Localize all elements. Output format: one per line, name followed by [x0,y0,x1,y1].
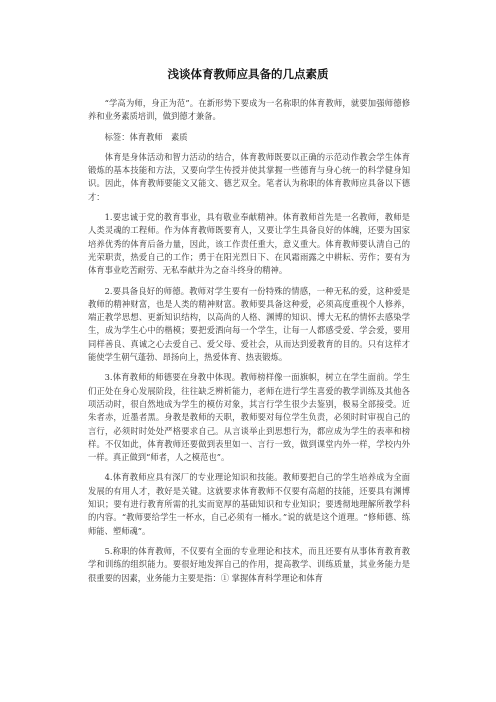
point-4-paragraph: 4.体育教师应具有深厂的专业理论知识和技能。教师要把自己的学生培养成为全面发展的有用人才，教好是关键。这就要求体育教师不仅要有高超的技能，还要具有渊博知识；要有进行教育所需的扎实而宽厚的基础知识和专业知识；要透彻地理解所教学科的内容。“教师要给学生一杯水，自己必须有一桶水。”说的就是这个道理。“修师德、练师能、塑师魂”。 [88,472,410,536]
abstract-paragraph: “学高为师，身正为范”。在新形势下要成为一名称职的体育教师，就要加强师德修养和业务素质培训，做到德才兼备。 [88,98,410,122]
document-body [88,97,410,585]
intro-paragraph: 体育是身体活动和智力活动的结合，体育教师既要以正确的示范动作教会学生体育锻炼的基本技能和方法，又要向学生传授并使其掌握一些德育与身心统一的科学健身知识。因此，体育教师要能文又能文、德艺双全。笔者认为称职的体育教师应具备以下德才： [88,151,410,202]
keywords-line: 标签：体育教师 素质 [104,131,188,142]
point-3-paragraph: 3.体育教师的师德要在身教中体现。教师榜样像一面旗帜，树立在学生面前。学生们正处在身心发展阶段，往往缺乏辨析能力，老师在进行学生喜爱的教学训练及其他各项活动时，很自然地成为学生的模仿对象，其言行学生很少去鉴别，极易全部接受。近朱者赤，近墨者黑。身教是教师的天职，教师要对每位学生负责，必须时时审视自己的言行，必须时时处处严格要求自己。从言谈举止到思想行为，都应成为学生的表率和榜样。不仅如此，体育教师还要做到表里如一、言行一致，做到课堂内外一样，学校内外一样。真正做到“师者，人之模范也”。 [88,372,410,463]
point-2-paragraph: 2.要具备良好的师德。教师对学生要有一份特殊的情感，一种无私的爱，这种爱是教师的精神财富，也是人类的精神财富。教师要具备这种爱，必须高度重视个人修养，端正教学思想、更新知识结构，以高尚的人格、渊博的知识、博大无私的情怀去感染学生，成为学生心中的楷模；要把爱洒向每一个学生，让每一人都感受爱、学会爱，要用同样善良、真诚之心去爱自己、爱父母、爱社会，从而达到爱教育的目的。只有这样才能使学生朝气蓬勃、昂扬向上，热爱体育、热衷锻炼。 [88,285,410,363]
point-1-paragraph: 1.要忠诚于党的教育事业，具有敬业奉献精神。体育教师首先是一名教师，教师是人类灵魂的工程师。作为体育教师既要育人，又要让学生具备良好的体魄，还要为国家培养优秀的体育后备力量，因此，该工作责任重大，意义重大。体育教师要认清自己的光荣职责，热爱自己的工作；勇于在阳光烈日下、在风霜雨露之中耕耘、劳作；要有为体育事业吃苦耐劳、无私奉献并为之奋斗终身的精神。 [88,212,410,276]
document-title: 浅谈体育教师应具备的几点素质 [167,67,329,81]
point-5-paragraph: 5.称职的体育教师，不仅要有全面的专业理论和技术，而且还要有从事体育教育教学和训练的组织能力。要很好地发挥自己的作用，提高教学、训练质量，其业务能力是很重要的因素，业务能力主要是指：① 掌握体育科学理论和体育 [88,545,410,583]
